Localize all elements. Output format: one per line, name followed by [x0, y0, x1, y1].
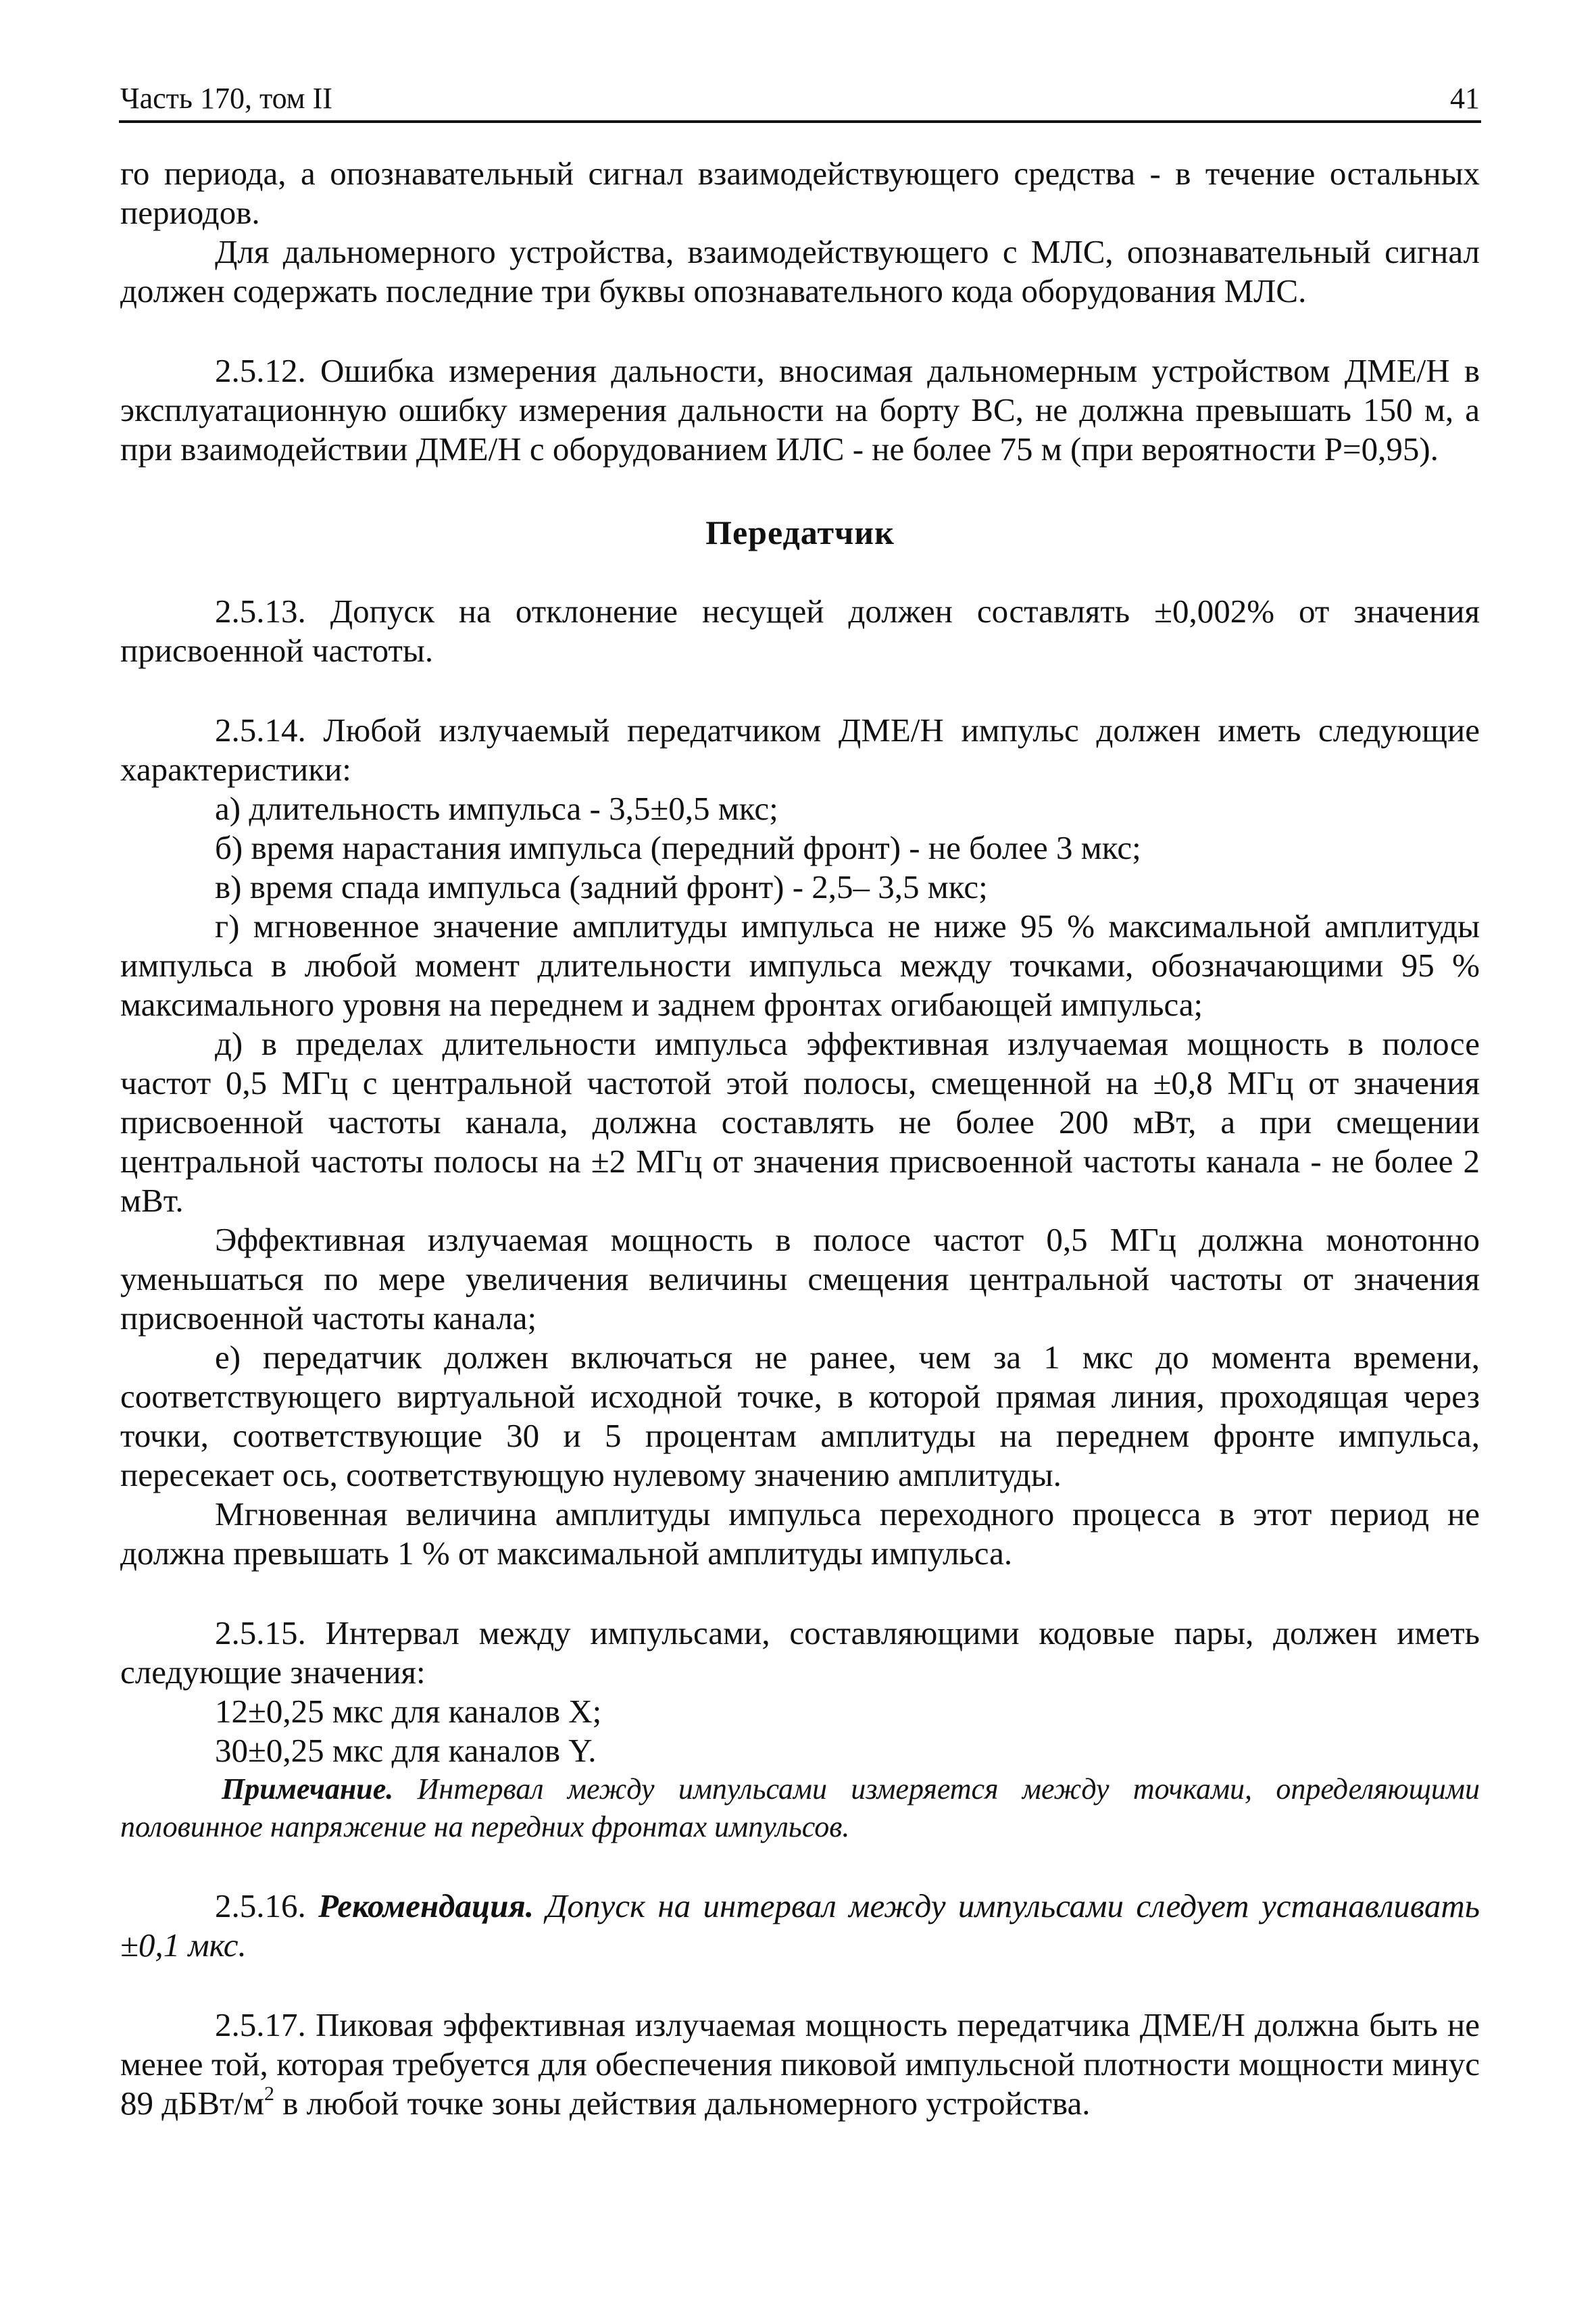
paragraph-2-5-14: 2.5.14. Любой излучаемый передатчиком ДМЕ/Н импульс должен иметь следующие характеристики:	[120, 712, 1480, 788]
header-rule	[119, 120, 1481, 123]
document-body	[120, 154, 1480, 2123]
note-label: Примечание.	[222, 1772, 394, 1806]
recommendation-text: Допуск на интервал между импульсами следует устанавливать ±0,1 мкс.	[120, 1887, 1480, 1964]
paragraph-2-5-17	[120, 2006, 1480, 2123]
list-item-a: а) длительность импульса - 3,5±0,5 мкс;	[215, 790, 778, 827]
page-number: 41	[1450, 82, 1480, 115]
paragraph-effective-power: Эффективная излучаемая мощность в полосе частот 0,5 МГц должна монотонно уменьшаться по мере увеличения величины смещения центральной частоты от значения присвоенной частоты канала;	[120, 1221, 1480, 1337]
superscript-2: 2	[264, 2082, 275, 2105]
paragraph-2-5-17-text: 2.5.17. Пиковая эффективная излучаемая мощность передатчика ДМЕ/Н должна быть не менее той, которая требуется для обеспечения пиковой импульсной плотности мощности минус 89 дБВт/м	[120, 2006, 1480, 2122]
paragraph-2-5-15: 2.5.15. Интервал между импульсами, составляющими кодовые пары, должен иметь следующие значения:	[120, 1614, 1480, 1691]
paragraph-2-5-12: 2.5.12. Ошибка измерения дальности, вносимая дальномерным устройством ДМЕ/Н в эксплуатационную ошибку измерения дальности на борту ВС, не должна превышать 150 м, а при взаимодействии ДМЕ/Н с оборудованием ИЛС - не более 75 м (при вероятности Р=0,95).	[120, 352, 1480, 468]
value-channels-y: 30±0,25 мкс для каналов Y.	[215, 1732, 597, 1769]
list-item-b: б) время нарастания импульса (передний фронт) - не более 3 мкс;	[215, 829, 1141, 866]
section-heading-transmitter: Передатчик	[705, 514, 895, 551]
paragraph-transient-amplitude: Мгновенная величина амплитуды импульса переходного процесса в этот период не должна превышать 1 % от максимальной амплитуды импульса.	[120, 1495, 1480, 1572]
value-channels-x: 12±0,25 мкс для каналов X;	[215, 1693, 602, 1730]
paragraph-2-5-17-tail: в любой точке зоны действия дальномерного устройства.	[274, 2085, 1091, 2122]
list-item-g: г) мгновенное значение амплитуды импульса не ниже 95 % максимальной амплитуды импульса в любой момент длительности импульса между точками, обозначающими 95 % максимального уровня на переднем и заднем фронтах огибающей импульса;	[120, 907, 1480, 1023]
page-header	[120, 80, 1480, 118]
note-text: Интервал между импульсами измеряется между точками, определяющими половинное напряжение на передних фронтах импульсов.	[120, 1772, 1480, 1843]
paragraph-2-5-16	[120, 1887, 1480, 1965]
paragraph-2-5-16-number: 2.5.16.	[215, 1887, 319, 1924]
list-item-e: е) передатчик должен включаться не ранее, чем за 1 мкс до момента времени, соответствующего виртуальной исходной точке, в которой прямая линия, проходящая через точки, соответствующие 30 и 5 процентам амплитуды на переднем фронте импульса, пересекает ось, соответствующую нулевому значению амплитуды.	[120, 1339, 1480, 1493]
list-item-v: в) время спада импульса (задний фронт) - 2,5– 3,5 мкс;	[215, 868, 988, 905]
note	[120, 1770, 1480, 1846]
header-part-volume: Часть 170, том II	[120, 82, 332, 115]
paragraph-continuation: го периода, а опознавательный сигнал взаимодействующего средства - в течение остальных периодов.	[120, 155, 1480, 231]
recommendation-label: Рекомендация.	[318, 1887, 534, 1924]
list-item-d: д) в пределах длительности импульса эффективная излучаемая мощность в полосе частот 0,5 МГц с центральной частотой этой полосы, смещенной на ±0,8 МГц от значения присвоенной частоты канала, должна составлять не более 200 мВт, а при смещении центральной частоты полосы на ±2 МГц от значения присвоенной частоты канала - не более 2 мВт.	[120, 1025, 1480, 1219]
paragraph-mls-identification: Для дальномерного устройства, взаимодействующего с МЛС, опознавательный сигнал должен содержать последние три буквы опознавательного кода оборудования МЛС.	[120, 233, 1480, 309]
paragraph-2-5-13: 2.5.13. Допуск на отклонение несущей должен составлять ±0,002% от значения присвоенной частоты.	[120, 593, 1480, 669]
